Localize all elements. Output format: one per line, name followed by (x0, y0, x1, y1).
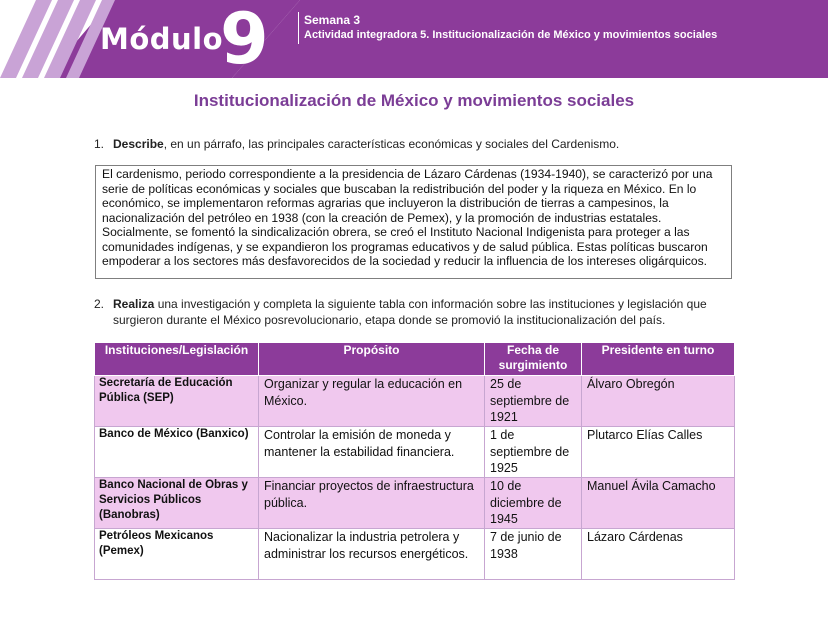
table-row (95, 427, 735, 478)
question-1-verb: Describe (113, 137, 164, 151)
cell-presidente: Álvaro Obregón (582, 376, 735, 427)
table-row (95, 376, 735, 427)
header-presidente: Presidente en turno (582, 343, 735, 376)
question-1 (94, 136, 754, 152)
semana-label: Semana 3 (304, 13, 361, 27)
cell-institucion: Petróleos Mexicanos (Pemex) (95, 529, 259, 580)
institutions-table (94, 342, 735, 580)
header-banner (0, 0, 828, 78)
modulo-number: 9 (220, 0, 269, 80)
cell-institucion: Secretaría de Educación Pública (SEP) (95, 376, 259, 427)
header-proposito: Propósito (259, 343, 485, 376)
answer-1-box: El cardenismo, periodo correspondiente a la presidencia de Lázaro Cárdenas (1934-1940), se caracterizó por una serie de políticas económicas y sociales que buscaban la redistribución del poder y la riqueza en México. En lo económico, se implementaron reformas agrarias que incluyeron la distribución de tierras a campesinos, la nacionalización del petróleo en 1938 (con la creación de Pemex), y la promoción de industrias estatales. Socialmente, se fomentó la sindicalización obrera, se creó el Instituto Nacional Indigenista para proteger a las comunidades indígenas, y se expandieron los programas educativos y de salud pública. Estas políticas buscaron empoderar a los sectores más desfavorecidos de la sociedad y reducir la influencia de los intereses oligárquicos. (95, 165, 732, 279)
cell-fecha: 7 de junio de 1938 (485, 529, 582, 580)
cell-proposito: Organizar y regular la educación en México. (259, 376, 485, 427)
table-row (95, 478, 735, 529)
header-fecha: Fecha de surgimiento (485, 343, 582, 376)
header-divider (298, 12, 299, 44)
cell-fecha: 1 de septiembre de 1925 (485, 427, 582, 478)
cell-proposito: Nacionalizar la industria petrolera y administrar los recursos energéticos. (259, 529, 485, 580)
question-1-number: 1. (94, 137, 105, 151)
question-1-text: , en un párrafo, las principales características económicas y sociales del Cardenismo. (163, 137, 620, 151)
cell-fecha: 25 de septiembre de 1921 (485, 376, 582, 427)
cell-presidente: Plutarco Elías Calles (582, 427, 735, 478)
actividad-label: Actividad integradora 5. Institucionalización de México y movimientos sociales (304, 29, 718, 41)
table-row (95, 529, 735, 580)
cell-proposito: Financiar proyectos de infraestructura pública. (259, 478, 485, 529)
page-title: Institucionalización de México y movimientos sociales (193, 91, 635, 110)
cell-presidente: Lázaro Cárdenas (582, 529, 735, 580)
cell-institucion: Banco de México (Banxico) (95, 427, 259, 478)
table-header-row (95, 343, 735, 376)
question-2-number: 2. (94, 297, 105, 311)
question-2-verb: Realiza (113, 297, 155, 311)
cell-fecha: 10 de diciembre de 1945 (485, 478, 582, 529)
cell-institucion: Banco Nacional de Obras y Servicios Públicos (Banobras) (95, 478, 259, 529)
cell-proposito: Controlar la emisión de moneda y mantener la estabilidad financiera. (259, 427, 485, 478)
modulo-label: Módulo (100, 22, 224, 56)
cell-presidente: Manuel Ávila Camacho (582, 478, 735, 529)
question-2 (94, 296, 744, 328)
question-2-text: una investigación y completa la siguiente tabla con información sobre las instituciones y legislación que surgieron durante el México posrevolucionario, etapa donde se promovió la institucionalización del país. (113, 297, 707, 327)
header-instituciones: Instituciones/Legislación (95, 343, 259, 376)
